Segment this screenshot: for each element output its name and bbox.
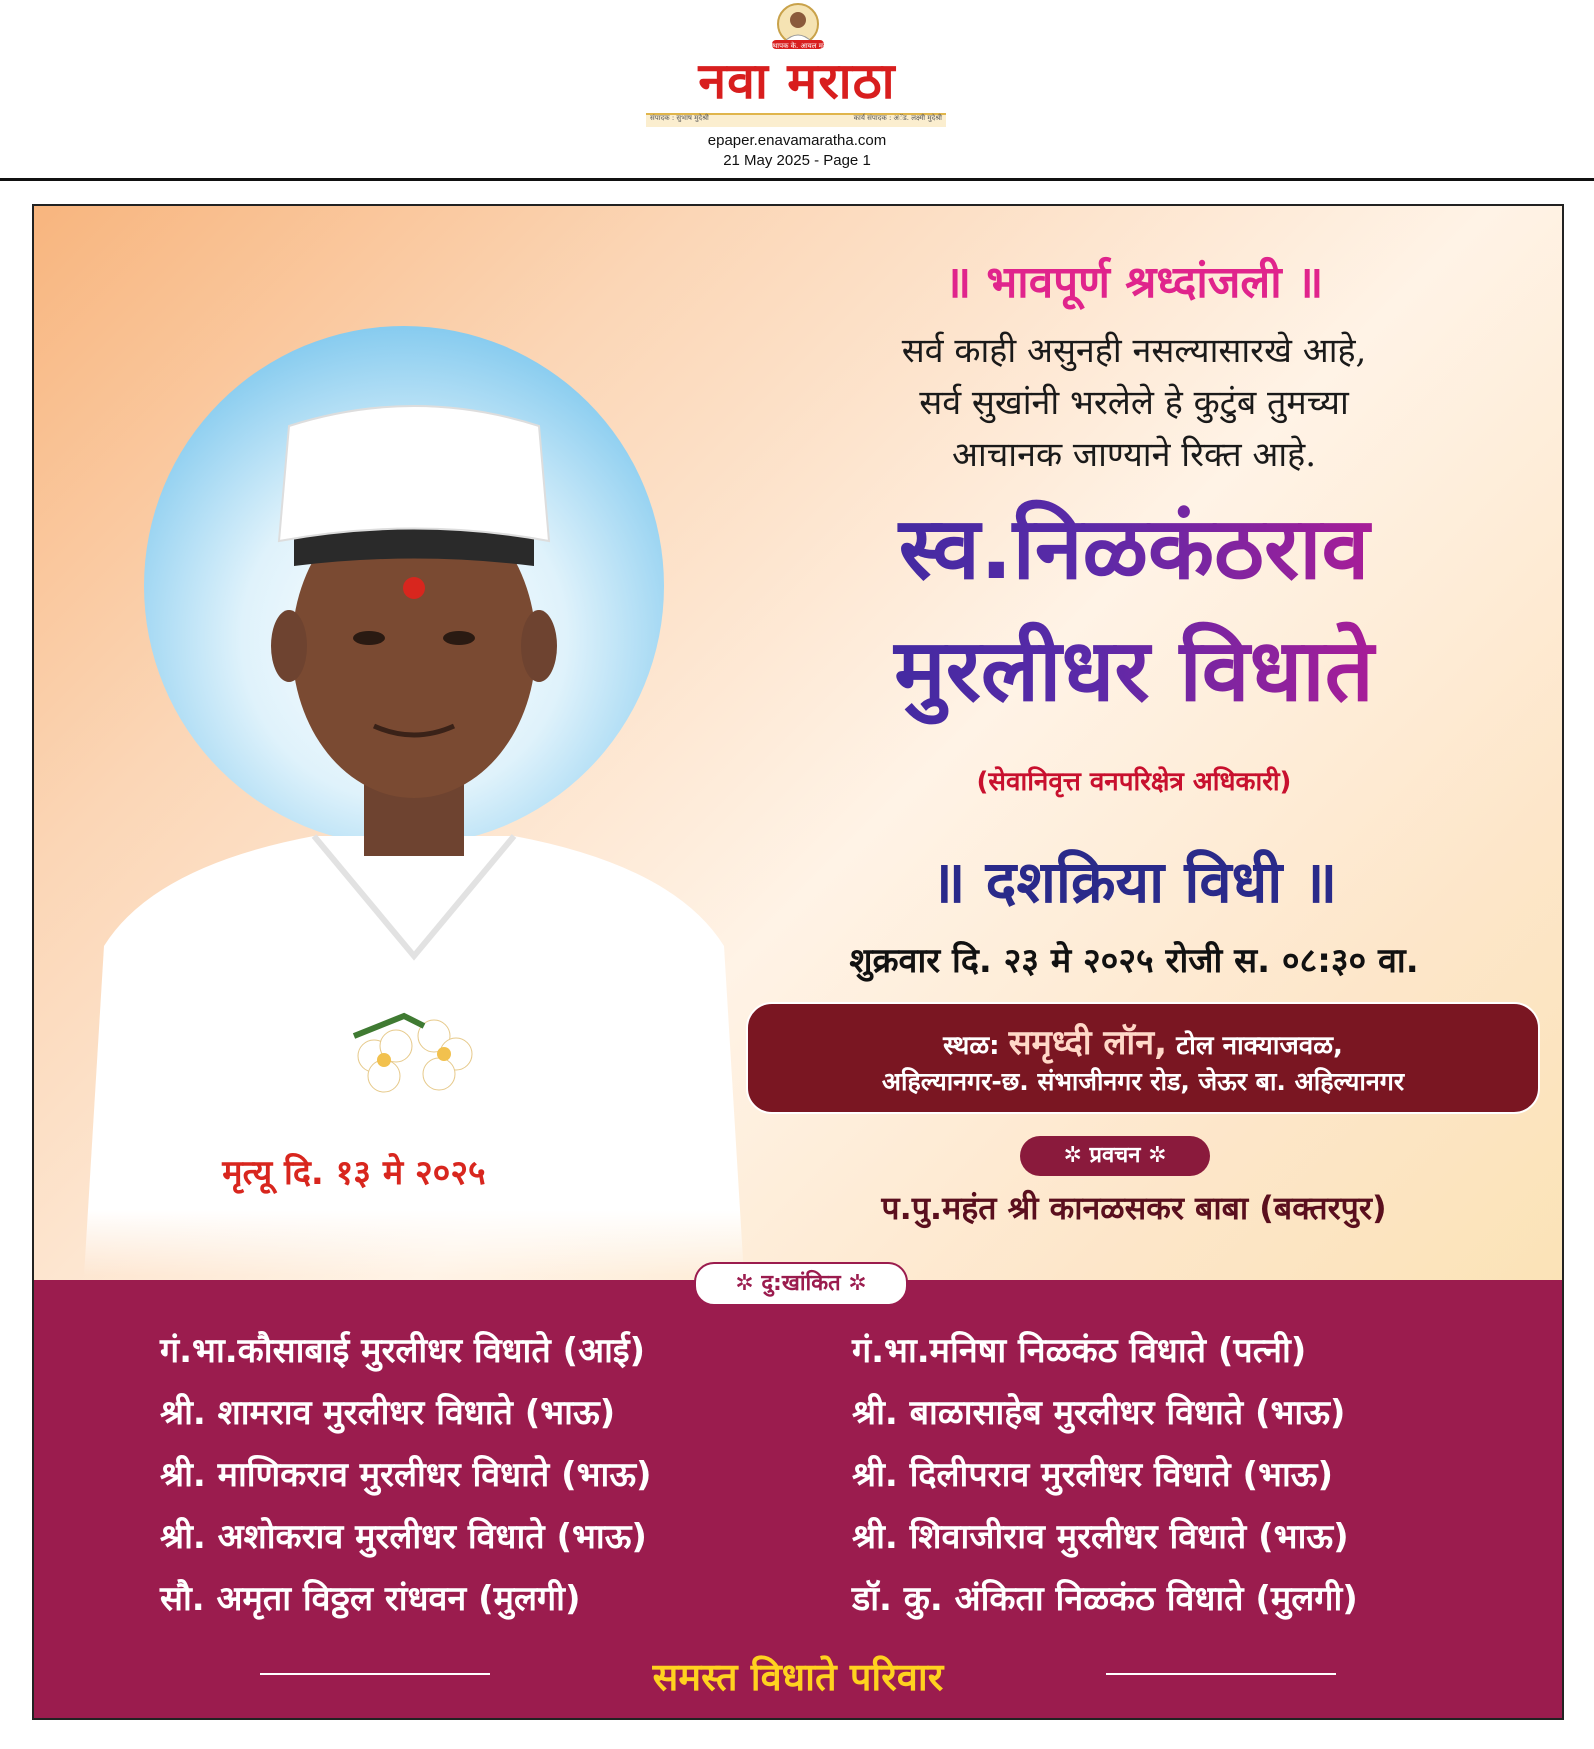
mourner-left: श्री. माणिकराव मुरलीधर विधाते (भाऊ) [160, 1455, 652, 1495]
mourner-right: श्री. शिवाजीराव मुरलीधर विधाते (भाऊ) [852, 1517, 1349, 1557]
mourner-right: श्री. दिलीपराव मुरलीधर विधाते (भाऊ) [852, 1455, 1333, 1495]
portrait-photo [64, 346, 764, 1276]
venue-landmark: टोल नाक्याजवळ, [1176, 1031, 1343, 1061]
logo-strip-left: संपादक : सुभाष मुदेश्री [650, 114, 709, 122]
mourners-badge: ✲ दु:खांकित ✲ [694, 1262, 908, 1306]
deceased-designation: (सेवानिवृत्त वनपरिक्षेत्र अधिकारी) [976, 767, 1292, 797]
venue-name: समृध्दी लॉन, [1008, 1023, 1168, 1063]
mourner-right: श्री. बाळासाहेब मुरलीधर विधाते (भाऊ) [852, 1393, 1346, 1433]
pravachan-badge: ✲ प्रवचन ✲ [1020, 1136, 1210, 1176]
venue-line-2: अहिल्यानगर-छ. संभाजीनगर रोड, जेऊर बा. अहिल्यानगर [881, 1067, 1405, 1096]
venue-box [746, 1002, 1540, 1114]
mourner-right: गं.भा.मनिषा निळकंठ विधाते (पत्नी) [852, 1331, 1307, 1371]
ceremony-title: ॥ दशक्रिया विधी ॥ [930, 848, 1338, 916]
masthead-divider [0, 178, 1594, 181]
verse-line-2: सर्व सुखांनी भरलेले हे कुटुंब तुमच्या [919, 383, 1349, 423]
mourner-left: गं.भा.कौसाबाई मुरलीधर विधाते (आई) [160, 1331, 646, 1371]
death-date: मृत्यू दि. १३ मे २०२५ [222, 1153, 486, 1193]
deceased-name-line-2: मुरलीधर विधाते [684, 616, 1564, 726]
ceremony-datetime: शुक्रवार दि. २३ मे २०२५ रोजी स. ०८:३० वा. [849, 941, 1419, 981]
logo-caption: संस्थापक के. आयल मुरेश [765, 42, 831, 50]
venue-label: स्थळ: [943, 1031, 1000, 1061]
family-signature: समस्त विधाते परिवार [652, 1655, 944, 1699]
mourner-left: सौ. अमृता विठ्ठल रांधवन (मुलगी) [160, 1579, 581, 1619]
family-rule-left [260, 1673, 490, 1675]
logo-strip-right: कार्य संपादक : अॅड. लक्ष्मी मुदेश्री [853, 114, 942, 122]
venue-line-1 [748, 1018, 1538, 1064]
pravachan-speaker: प.पु.महंत श्री कानळसकर बाबा (बक्तरपुर) [881, 1189, 1387, 1227]
obituary-advertisement [32, 204, 1564, 1720]
logo-strip [646, 113, 946, 127]
verse-line-3: आचानक जाण्याने रिक्त आहे. [951, 435, 1317, 475]
deceased-name-line-1: स्व.निळकंठराव [684, 494, 1564, 604]
mourner-left: श्री. शामराव मुरलीधर विधाते (भाऊ) [160, 1393, 616, 1433]
mourner-right: डॉ. कु. अंकिता निळकंठ विधाते (मुलगी) [852, 1579, 1358, 1619]
verse-line-1: सर्व काही असुनही नसल्यासारखे आहे, [901, 331, 1367, 371]
frangipani-flowers-icon [334, 996, 494, 1106]
site-url[interactable]: epaper.enavamaratha.com [707, 132, 887, 149]
tribute-heading: ॥ भावपूर्ण श्रध्दांजली ॥ [944, 257, 1324, 308]
family-rule-right [1106, 1673, 1336, 1675]
masthead [0, 0, 1594, 182]
newspaper-logo-title[interactable]: नवा मराठा [698, 52, 896, 110]
edition-date-page: 21 May 2025 - Page 1 [723, 152, 871, 169]
mourner-left: श्री. अशोकराव मुरलीधर विधाते (भाऊ) [160, 1517, 647, 1557]
